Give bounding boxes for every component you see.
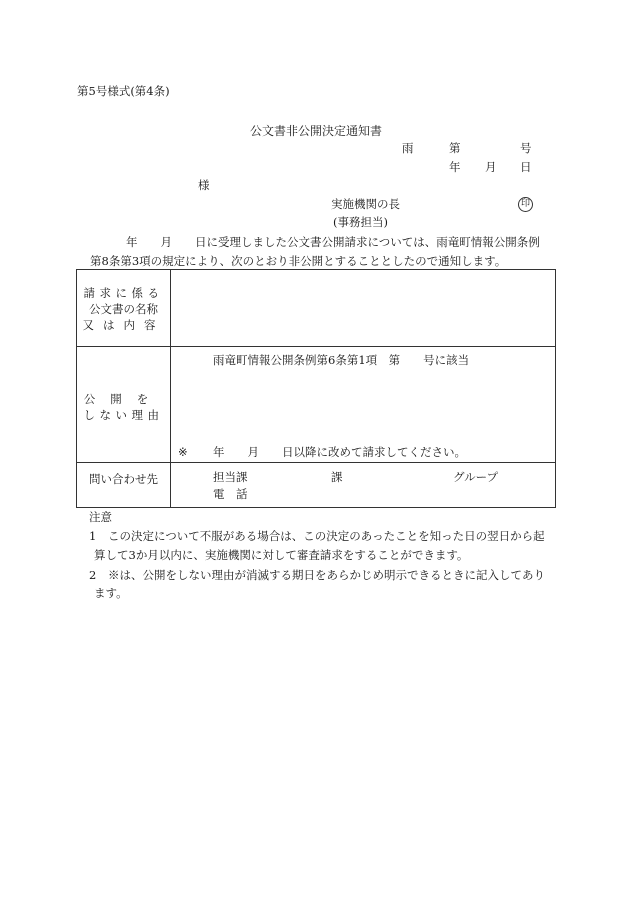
contact-ka-label: 課 [331, 470, 343, 484]
intro-line-2: 第8条第3項の規定により、次のとおり非公開とすることとしたので通知します。 [90, 254, 507, 268]
contact-group-label: グループ [453, 470, 499, 484]
seal-icon: 印 [518, 197, 533, 212]
date-month: 月 [485, 160, 497, 174]
row1-label-line2: 公文書の名称 [89, 302, 158, 316]
sender-staff: (事務担当) [333, 215, 388, 229]
date-day: 日 [520, 160, 532, 174]
reason-clause: 雨竜町情報公開条例第6条第1項 第 号に該当 [213, 353, 470, 367]
row3-label: 問い合わせ先 [89, 472, 158, 486]
row3-label-cell [77, 463, 171, 508]
reason-note-text: 年 月 日以降に改めて請求してください。 [213, 445, 466, 459]
notice-table [76, 269, 556, 508]
note1-number: 1 [89, 529, 97, 543]
row3-content-cell [171, 463, 556, 508]
form-number: 第5号様式(第4条) [77, 84, 170, 98]
note2-number: 2 [89, 568, 97, 582]
row1-label-line3: 又は内容 [82, 318, 165, 332]
row2-label-line1: 公開を [83, 392, 164, 406]
doc-number-go: 号 [520, 141, 532, 155]
doc-number-prefix: 雨 [402, 141, 414, 155]
reason-note-mark: ※ [178, 445, 188, 459]
row1-label-line1: 請求に係る [83, 286, 164, 300]
row2-label-line2: しない理由 [83, 408, 164, 422]
note2-line1: ※は、公開をしない理由が消滅する期日をあらかじめ明示できるときに記入してあり [108, 568, 545, 582]
row2-content-cell [171, 347, 556, 463]
note1-line1: この決定について不服がある場合は、この決定のあったことを知った日の翌日から起 [108, 529, 545, 543]
document-title: 公文書非公開決定通知書 [250, 124, 383, 138]
row2-label-cell [77, 347, 171, 463]
intro-line-1: 年 月 日に受理しました公文書公開請求については、雨竜町情報公開条例 [126, 235, 540, 249]
addressee-suffix: 様 [198, 178, 210, 192]
contact-phone-label: 電 話 [213, 487, 248, 501]
note1-line2: 算して3か月以内に、実施機関に対して審査請求をすることができます。 [94, 548, 469, 562]
date-year: 年 [449, 160, 461, 174]
note2-line2: ます。 [94, 586, 128, 600]
contact-dept-label: 担当課 [213, 470, 248, 484]
doc-number-dai: 第 [449, 141, 461, 155]
notes-heading: 注意 [89, 510, 112, 524]
row1-label-cell [77, 270, 171, 347]
sender-label: 実施機関の長 [331, 197, 400, 211]
row1-content-cell [171, 270, 556, 347]
